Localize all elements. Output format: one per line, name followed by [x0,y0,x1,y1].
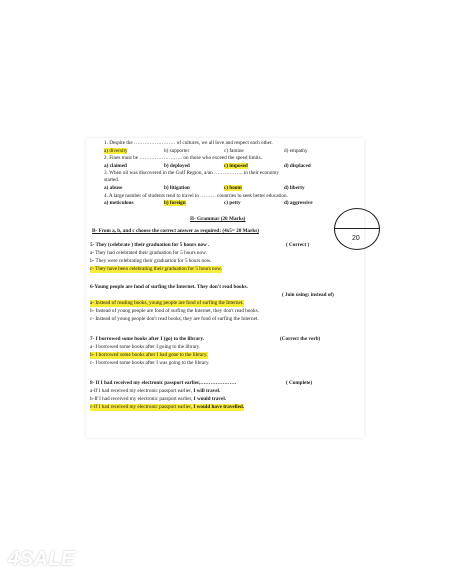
q2-option-c: c) imposed [224,163,248,169]
g5-option-c: c- They have been celebrating their graduation for 5 hours now. [90,266,222,272]
g7-option-b: b- I borrowed some books after I had gone to the library. [90,352,208,358]
g6-option-b: b- Instead of young people are fond of surfing the Internet, they don't read books. [90,308,259,314]
q1-option-a: a) diversity [104,148,128,154]
g7-option-a: a- I borrowed some books after I going to the library. [90,344,201,350]
q3-stem: 3. When oil was discovered in the Gulf Region, a/an …………….. in their economy [104,170,279,176]
g8-stem: 8- If I had received my electronic passport earlier,………………… [90,380,237,386]
q2-option-a: a) claimed [104,163,127,169]
q4-option-a: a) meticulous [104,200,134,206]
q2-option-b: b) deployed [164,163,190,169]
g5-stem: 5- They (celebrate ) their graduation for 5 hours now . [90,242,210,248]
g7-option-c: c- I borrowed some books after I was going to the library. [90,360,210,366]
section-title: II- Grammar (20 Marks) [190,216,246,222]
g5-option-a: a- They had celebrated their graduation for 5 hours now. [90,250,207,256]
watermark-logo: 4SALE [8,548,75,570]
q3-option-c: c) boom [224,185,242,191]
g5-option-b: b- They were celebrating their graduation for 5 hours now. [90,258,212,264]
score-circle [334,208,380,250]
section-instruction: B- From a, b, and c choose the correct answer as required: (4x5= 20 Marks) [92,228,260,234]
q4-option-b: b) foreign [164,200,186,206]
g5-tag: ( Correct ) [286,242,310,248]
g8-option-c: c-If I had received my electronic passport earlier, I would have travelled. [90,404,245,410]
g7-tag: (Correct the verb) [280,336,321,342]
q3-option-d: d) liberty [284,185,305,191]
exam-page [86,138,364,438]
q3-option-a: a) abuse [104,185,123,191]
q4-option-d: d) aggressive [284,200,313,206]
g6-stem: 6-Young people are fond of surfing the Internet. They don't read books. [90,284,248,290]
g7-stem: 7- I borrowed some books after I (go) to the library. [90,336,205,342]
q4-option-c: c) petty [224,200,241,206]
q1-stem: 1. Despite the …………………… of cultures, we all love and respect each other. [104,140,273,146]
q3-stem-cont: started. [104,177,120,183]
g6-option-c: c- Instead of young people don't read books, they are fond of surfing the Internet. [90,316,259,322]
score-circle-divider [334,228,380,229]
q2-option-d: d) displaced [284,163,311,169]
g6-tag: ( Join using: instead of) [282,292,334,298]
q1-option-c: c) famine [224,148,244,154]
g8-option-a: a-If I had received my electronic passport earlier, I will travel. [90,388,221,394]
score-value: 20 [352,235,360,242]
q1-option-b: b) supporter [164,148,190,154]
q4-stem: 4. A large number of students tend to travel to ……… countries to seek better education. [104,193,288,199]
g8-tag: ( Complete) [286,380,313,386]
q2-stem: 2. Fines must be ……………………. on those who exceed the speed limits. [104,155,262,161]
g6-option-a: a- Instead of reading books, young people are fond of surfing the Internet. [90,300,244,306]
g8-option-b: b-If I had received my electronic passport earlier, I would travel. [90,396,227,402]
q3-option-b: b) litigation [164,185,190,191]
q1-option-d: d) empathy [284,148,308,154]
